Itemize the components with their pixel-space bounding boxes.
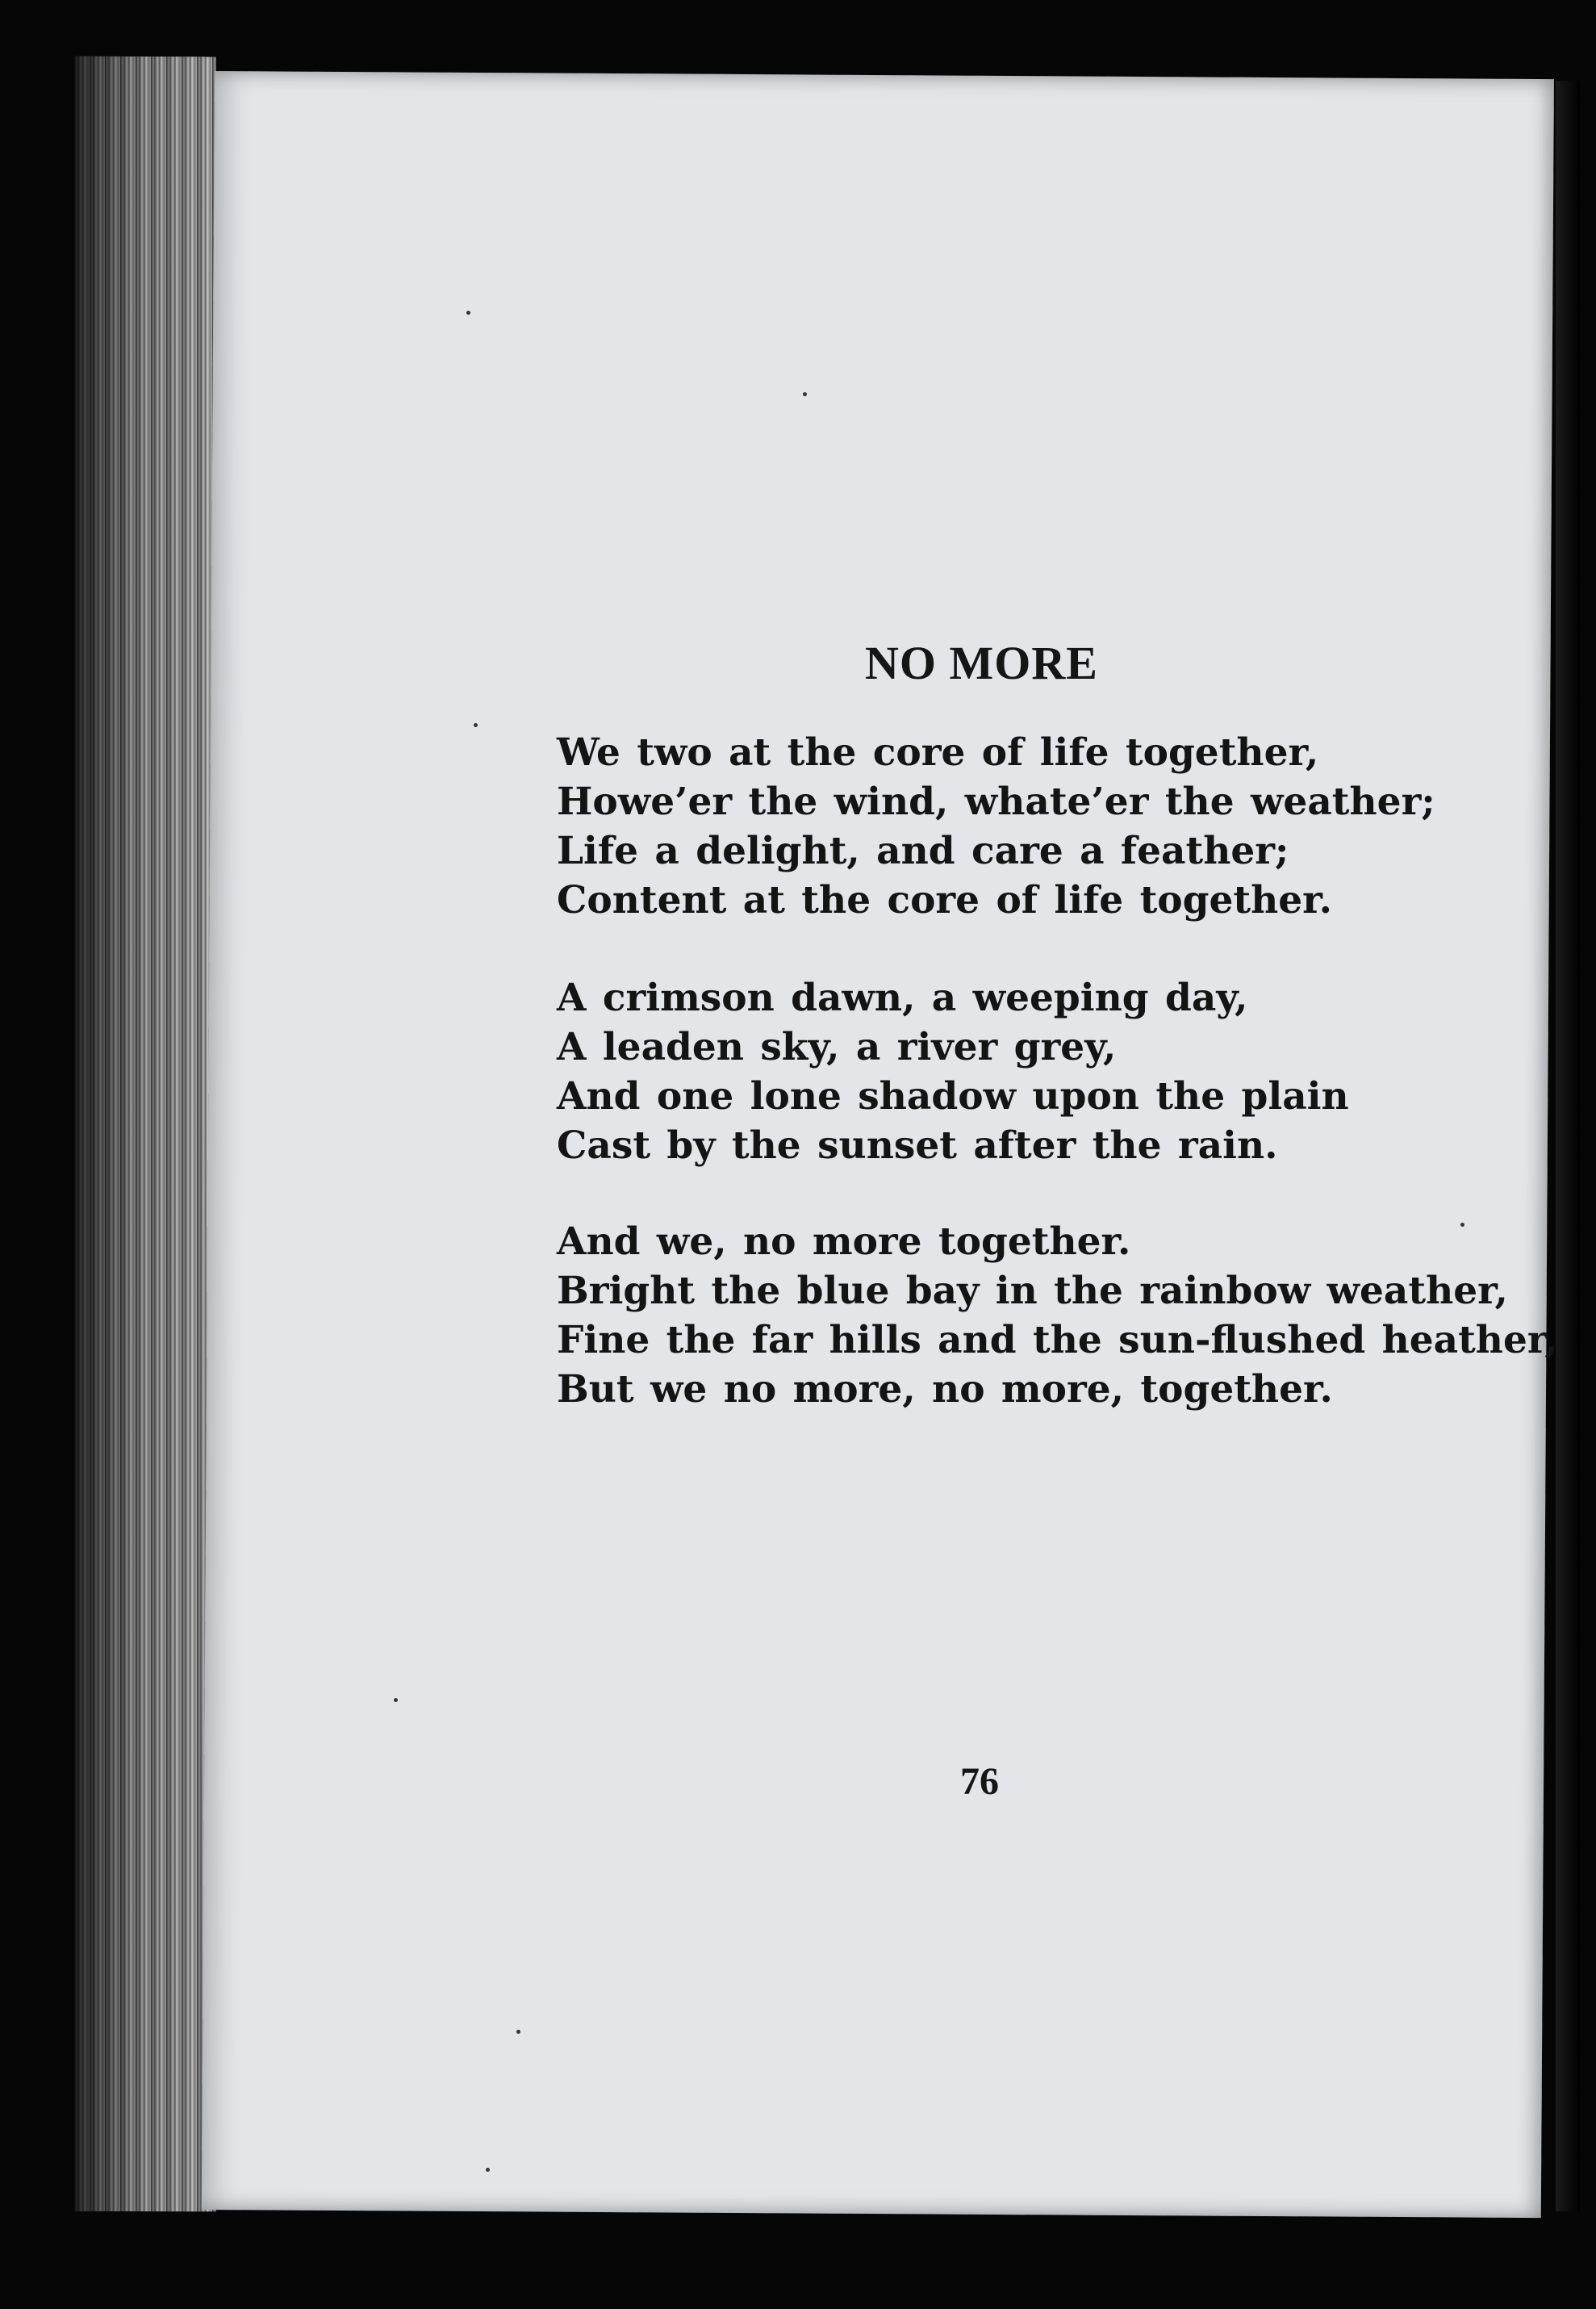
poem-line: But we no more, no more, together. bbox=[557, 1367, 1333, 1412]
poem-line: Bright the blue bay in the rainbow weather, bbox=[557, 1269, 1508, 1313]
print-speck bbox=[803, 392, 807, 396]
print-speck bbox=[394, 1698, 398, 1702]
poem-line: A leaden sky, a river grey, bbox=[557, 1025, 1117, 1069]
poem-line: Fine the far hills and the sun-flushed heather, bbox=[557, 1318, 1558, 1362]
binding-shadow bbox=[1556, 81, 1580, 2211]
poem-title: NO MORE bbox=[865, 637, 1098, 689]
print-speck bbox=[486, 2168, 490, 2172]
print-speck bbox=[474, 723, 478, 727]
poem-line: Cast by the sunset after the rain. bbox=[557, 1123, 1278, 1168]
page-number: 76 bbox=[960, 1760, 999, 1803]
poem-line: Howe’er the wind, whate’er the weather; bbox=[557, 780, 1435, 824]
poem-line: And we, no more together. bbox=[557, 1219, 1131, 1264]
stanza-2 bbox=[557, 973, 1349, 1170]
page-edges bbox=[74, 56, 216, 2212]
print-speck bbox=[516, 2030, 520, 2034]
poem-line: Life a delight, and care a feather; bbox=[557, 829, 1289, 873]
stanza-3 bbox=[557, 1217, 1558, 1414]
stanza-1 bbox=[557, 728, 1435, 925]
poem-line: A crimson dawn, a weeping day, bbox=[557, 976, 1248, 1020]
poem-line: We two at the core of life together, bbox=[557, 730, 1319, 775]
poem-line: Content at the core of life together. bbox=[557, 878, 1332, 922]
print-speck bbox=[466, 311, 470, 315]
poem-line: And one lone shadow upon the plain bbox=[557, 1074, 1349, 1119]
